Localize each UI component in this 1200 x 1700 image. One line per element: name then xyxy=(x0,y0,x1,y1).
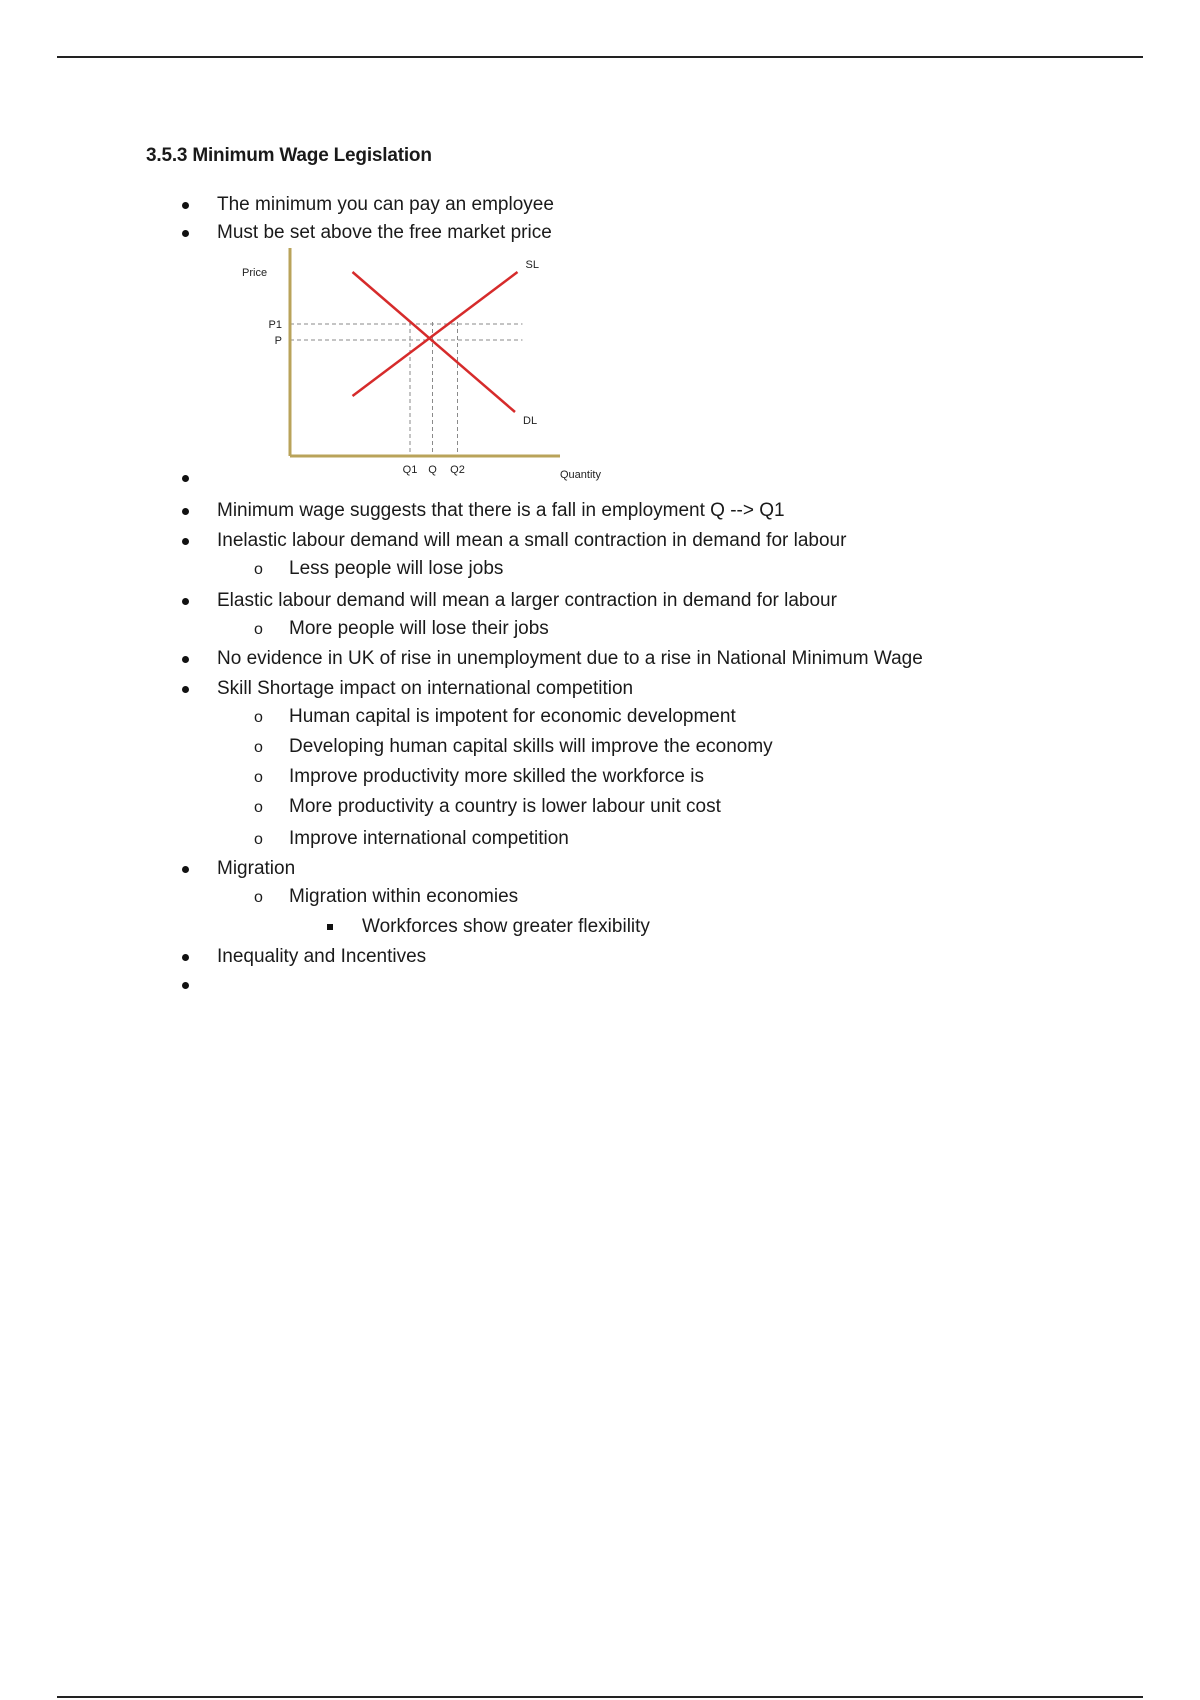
list-item: No evidence in UK of rise in unemployment due to a rise in National Minimum Wage xyxy=(217,648,923,669)
list-item: Less people will lose jobs xyxy=(289,558,504,579)
list-bullet: o xyxy=(254,889,263,906)
list-bullet: o xyxy=(254,831,263,848)
tick-label-q2: Q2 xyxy=(450,464,465,476)
list-bullet: o xyxy=(254,561,263,578)
list-item: Improve international competition xyxy=(289,828,569,849)
sl-curve xyxy=(353,272,518,396)
footer-rule xyxy=(57,1696,1143,1698)
list-item: Minimum wage suggests that there is a fall in employment Q --> Q1 xyxy=(217,500,785,521)
list-item: Human capital is impotent for economic development xyxy=(289,706,736,727)
list-bullet: o xyxy=(254,739,263,756)
sl-label: SL xyxy=(525,259,539,271)
list-item: Must be set above the free market price xyxy=(217,222,552,243)
x-axis-label: Quantity xyxy=(560,469,601,481)
list-item: The minimum you can pay an employee xyxy=(217,194,554,215)
list-bullet: o xyxy=(254,769,263,786)
header-rule xyxy=(57,56,1143,58)
list-bullet: o xyxy=(254,709,263,726)
list-item: Migration xyxy=(217,858,296,879)
list-bullet: o xyxy=(254,799,263,816)
tick-label-p: P xyxy=(274,335,282,347)
y-axis-label: Price xyxy=(242,267,268,279)
list-bullet: o xyxy=(254,621,263,638)
list-item: Improve productivity more skilled the workforce is xyxy=(289,766,704,787)
labour-market-chart xyxy=(232,246,612,486)
list-item: Inequality and Incentives xyxy=(217,946,427,967)
list-item: Skill Shortage impact on international competition xyxy=(217,678,634,699)
list-item: Developing human capital skills will improve the economy xyxy=(289,736,773,757)
tick-label-p1: P1 xyxy=(268,319,282,331)
list-item: More productivity a country is lower labour unit cost xyxy=(289,796,721,817)
dl-label: DL xyxy=(523,415,538,427)
list-item: Migration within economies xyxy=(289,886,519,907)
list-item: More people will lose their jobs xyxy=(289,618,549,639)
list-item: Workforces show greater flexibility xyxy=(362,916,650,937)
list-item: Elastic labour demand will mean a larger contraction in demand for labour xyxy=(217,590,837,611)
section-heading: 3.5.3 Minimum Wage Legislation xyxy=(146,145,432,166)
list-item: Inelastic labour demand will mean a small contraction in demand for labour xyxy=(217,530,847,551)
tick-label-q1: Q1 xyxy=(402,464,418,476)
tick-label-q: Q xyxy=(428,464,437,476)
